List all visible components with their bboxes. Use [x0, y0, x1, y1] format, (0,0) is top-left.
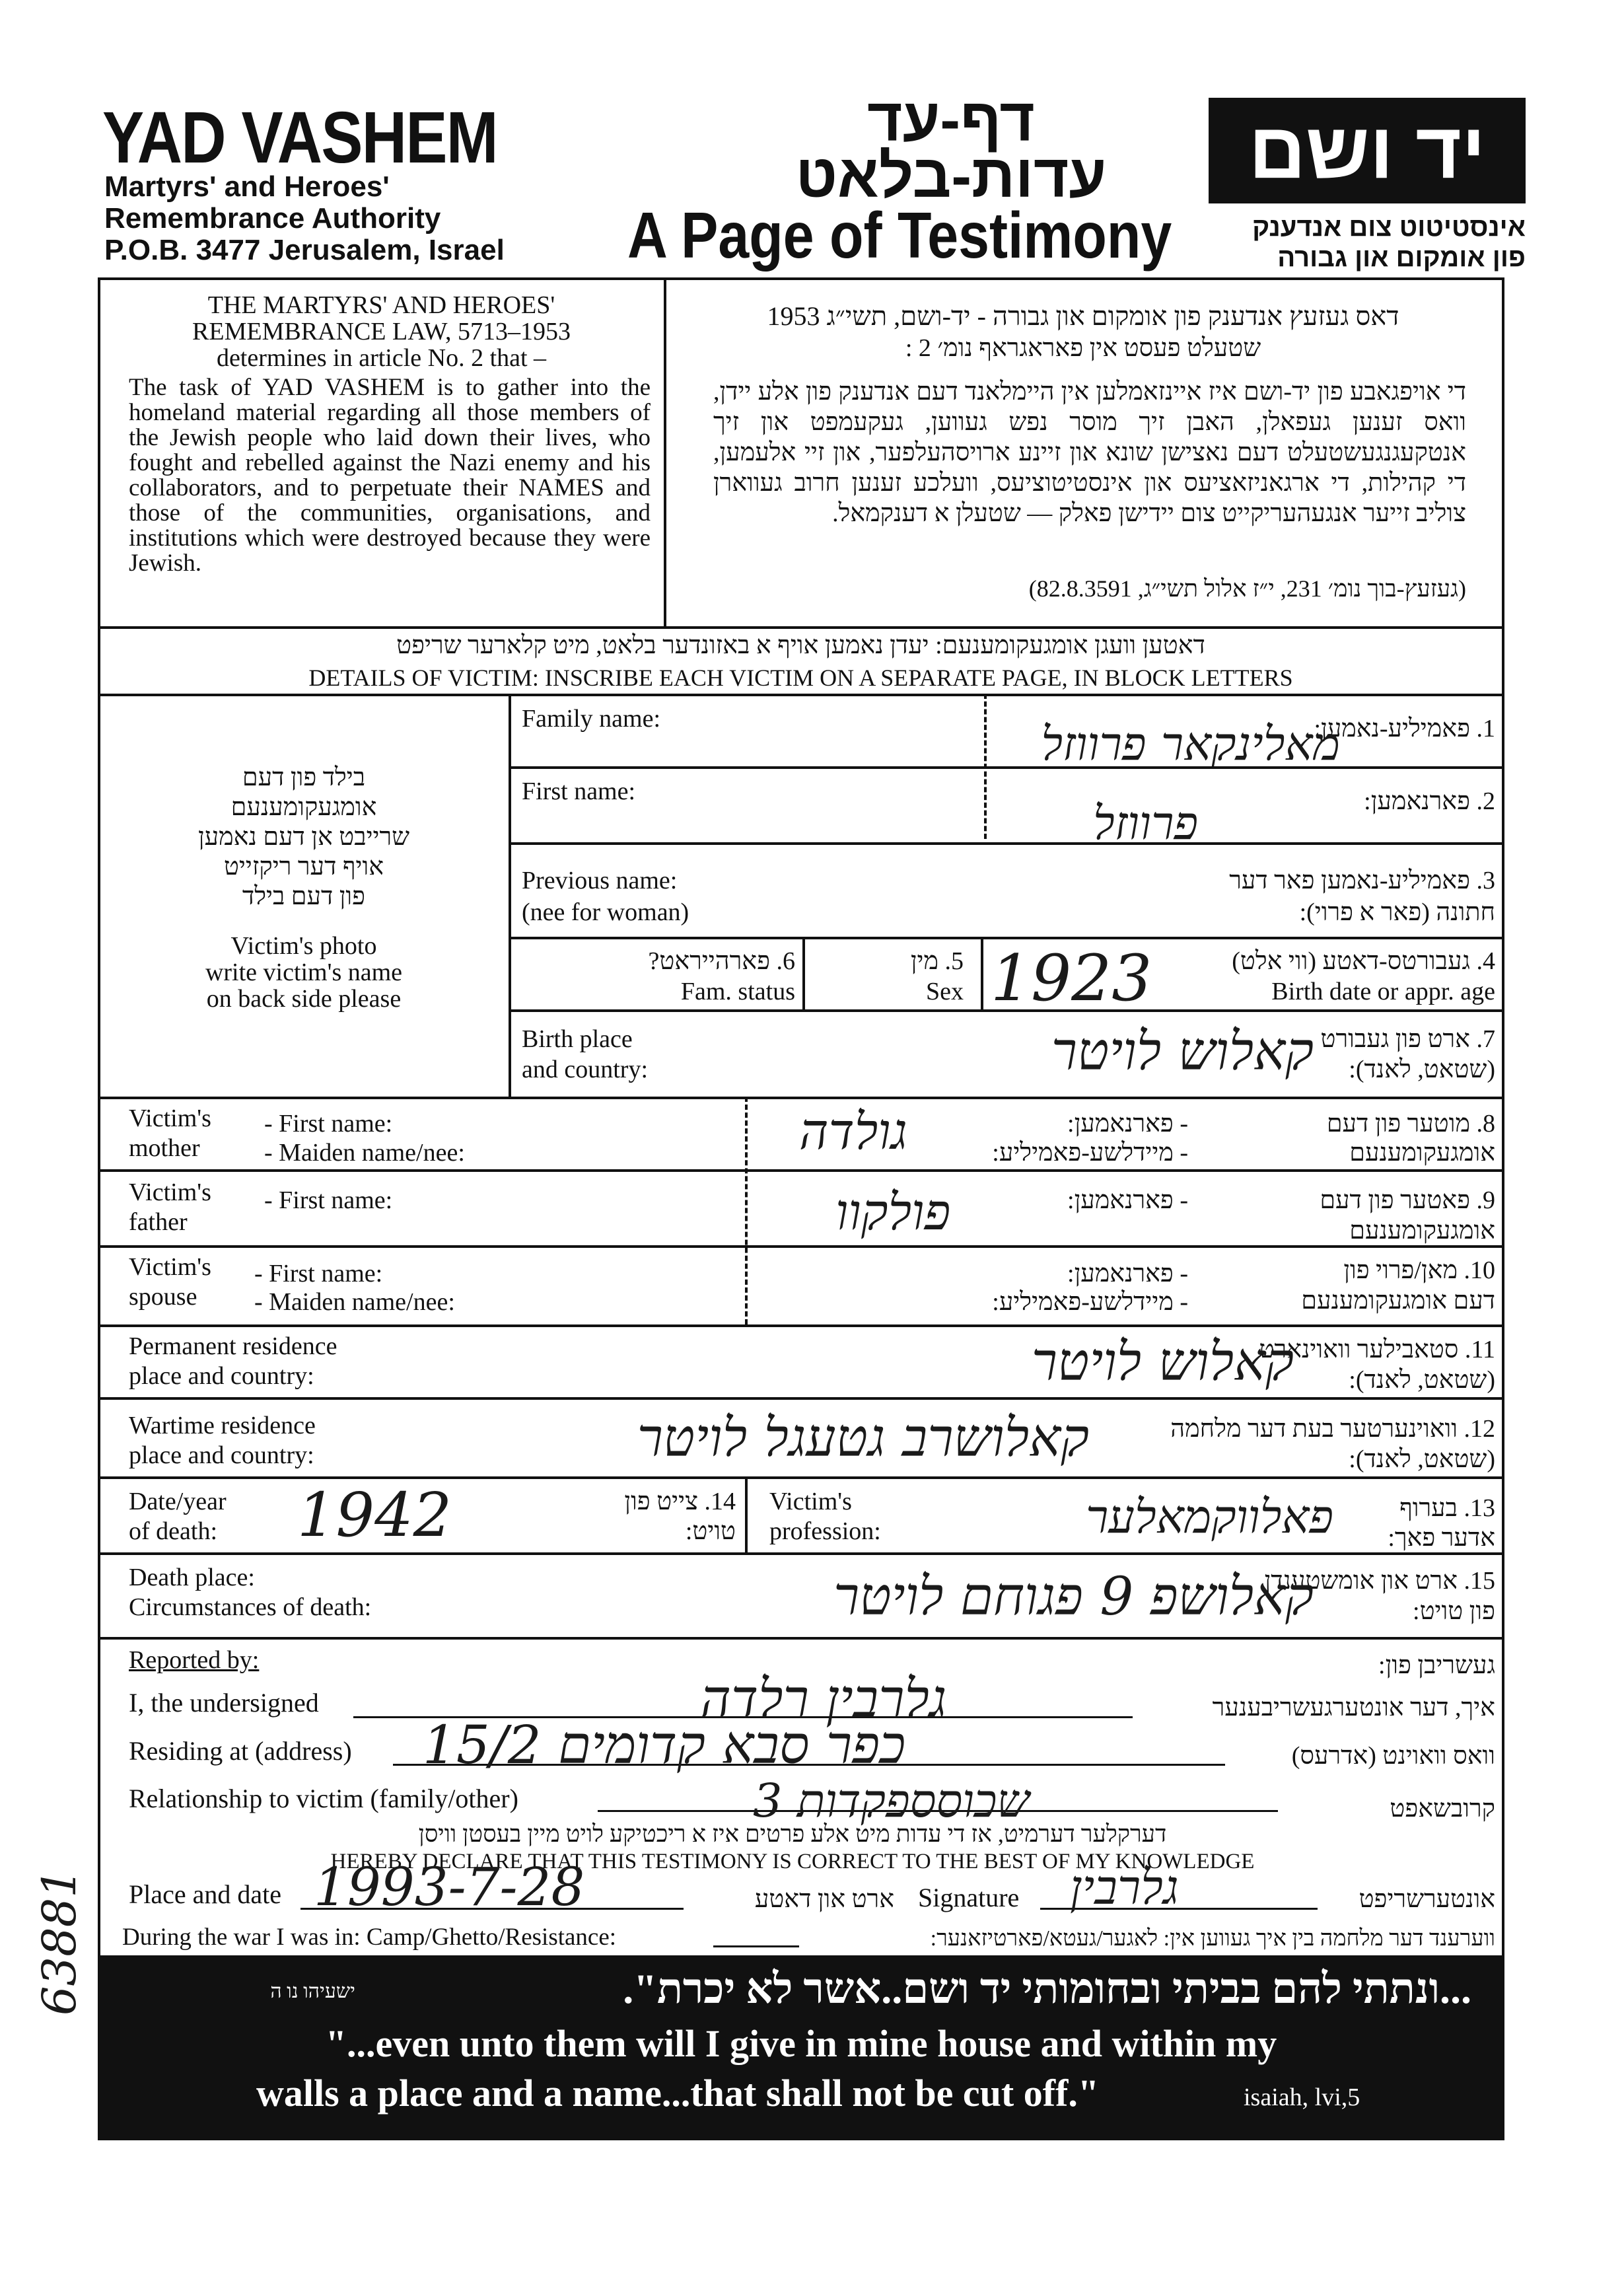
death-date-label-2: of death: [129, 1517, 218, 1545]
footer-hebrew-ref: ישעיהו נו ה [270, 1980, 355, 2002]
org-line-3: P.O.B. 3477 Jerusalem, Israel [104, 234, 505, 266]
spouse-yiddish-1: 10. מאן/פרוי פון [1343, 1256, 1495, 1284]
wartime-location-yiddish: ווערענד דער מלחמה בין איך געווען אין: לאגער/געטא/פארטיזאנער: [930, 1926, 1495, 1951]
yad-vashem-logo [1209, 98, 1526, 203]
wartime-location-label: During the war I was in: Camp/Ghetto/Resistance: [122, 1924, 617, 1951]
death-place-yiddish-1: 15. ארט און אומשטענדן [1264, 1567, 1495, 1595]
law-title-1: THE MARTYRS' AND HEROES' [207, 291, 555, 319]
father-first-label: - First name: [264, 1186, 393, 1214]
relationship-value[interactable]: שכוסספקדות 3 [753, 1774, 1030, 1828]
perm-residence-label-2: place and country: [129, 1362, 314, 1390]
law-title-2: REMEMBRANCE LAW, 5713–1953 [192, 318, 571, 345]
signature-label: Signature [918, 1883, 1020, 1912]
photo-english-1: Victim's photo [230, 932, 377, 960]
previous-name-label-1: Previous name: [522, 867, 678, 894]
father-label-2: father [129, 1208, 188, 1236]
wartime-residence-yiddish-2: (שטאט, לאנד): [1349, 1445, 1495, 1473]
birth-place-label-1: Birth place [522, 1025, 633, 1053]
birth-place-yiddish-2: (שטאט, לאנד): [1349, 1056, 1495, 1083]
perm-residence-yiddish-2: (שטאט, לאנד): [1349, 1366, 1495, 1394]
footer-english-line-1: "...even unto them will I give in mine house and within my [325, 2022, 1277, 2065]
declaration-yiddish: דערקלער דערמיט, אז די עדות מיט אלע פרטים איז א ריכטיקע לויט מיין בעסטן וויסן [418, 1821, 1167, 1847]
father-yiddish-1: 9. פאטער פון דעם [1320, 1186, 1495, 1214]
death-date-label-1: Date/year [129, 1488, 227, 1515]
family-name-label: Family name: [522, 705, 661, 733]
wartime-residence-value[interactable]: קאלושרב גטעגל לויטר [637, 1407, 1089, 1468]
birth-place-yiddish-1: 7. ארט פון געבורט [1320, 1025, 1495, 1053]
sex-yiddish: 5. מין [910, 947, 964, 975]
yiddish-subtitle-1: אינסטיטוט צום אנדענק [1252, 213, 1526, 242]
english-title: A Page of Testimony [627, 199, 1172, 272]
mother-first-label: - First name: [264, 1110, 393, 1138]
signature-yiddish: אונטערשריפט [1359, 1885, 1495, 1913]
footer-english-ref: isaiah, lvi,5 [1244, 2084, 1360, 2111]
undersigned-yiddish: איך, דער אונטערגעשריבענער [1212, 1694, 1495, 1721]
details-yiddish: דאטען וועגן אומגעקומענעם: יעדן נאמען אויף א באזונדער בלאט, מיט קלארער שריפט [396, 632, 1205, 659]
spouse-yiddish-first: - פארנאמען: [1067, 1260, 1188, 1287]
spouse-label-1: Victim's [129, 1253, 211, 1281]
yiddish-subtitle-2: פון אומקום און גבורה [1277, 243, 1526, 272]
yiddish-title-1: דף-עד [867, 87, 1035, 154]
profession-yiddish-2: אדער פאך: [1388, 1524, 1495, 1552]
org-line-1: Martyrs' and Heroes' [104, 170, 390, 203]
photo-yiddish-3: שרייבט אן דעם נאמען [197, 823, 410, 851]
mother-maiden-label: - Maiden name/nee: [264, 1139, 465, 1167]
org-line-2: Remembrance Authority [104, 202, 441, 235]
margin-archive-number: 63881 [32, 1868, 87, 2015]
first-name-label: First name: [522, 778, 636, 805]
fam-status-yiddish: 6. פארהייראט? [648, 947, 795, 975]
perm-residence-yiddish-1: 11. סטאבילער וואוינארט [1259, 1336, 1495, 1363]
address-value[interactable]: כפר סבא קדומים 15/2 [423, 1714, 906, 1776]
address-yiddish: וואס וואוינט (אדרעס) [1291, 1742, 1495, 1770]
death-place-yiddish-2: פון טויט: [1413, 1597, 1495, 1625]
profession-value[interactable]: פאלווקמאלער [1086, 1490, 1333, 1544]
spouse-first-label: - First name: [254, 1260, 383, 1287]
mother-yiddish-2: אומגעקומענעם [1349, 1139, 1495, 1167]
sex-label: Sex [926, 978, 964, 1005]
birth-place-value[interactable]: קאלוש לויטר [1051, 1021, 1314, 1082]
spouse-yiddish-maiden: - מיידלשע-פאמיליע: [992, 1288, 1188, 1316]
spouse-label-2: spouse [129, 1283, 197, 1311]
declaration-english: HEREBY DECLARE THAT THIS TESTIMONY IS CORRECT TO THE BEST OF MY KNOWLEDGE [330, 1850, 1255, 1873]
death-date-yiddish-2: טויט: [685, 1517, 736, 1545]
first-name-yiddish: 2. פארנאמען: [1364, 787, 1495, 815]
law-yiddish-ref: (געזעץ-בוך נומ׳ 231, י״ז אלול תשי״ג, 82.8.3591) [1028, 575, 1466, 602]
family-name-yiddish: 1. פאמיליע-נאמען: [1314, 715, 1495, 743]
place-date-value[interactable]: 1993-7-28 [314, 1856, 585, 1918]
law-yiddish-title-2: שטעלט פעסט אין פאראגראף נומ׳ 2 : [905, 334, 1261, 362]
reported-by-yiddish: געשריבן פון: [1378, 1651, 1495, 1679]
wartime-residence-label-1: Wartime residence [129, 1412, 316, 1439]
undersigned-value[interactable]: גלרבין רלדה [700, 1668, 947, 1729]
photo-yiddish-2: אומגעקומענעם [230, 793, 377, 821]
father-yiddish-2: אומגעקומענעם [1349, 1217, 1495, 1245]
photo-english-3: on back side please [206, 985, 402, 1013]
spouse-yiddish-2: דעם אומגעקומענעם [1301, 1287, 1495, 1315]
photo-yiddish-4: אויף דער ריקזייט [223, 853, 384, 881]
father-yiddish-first: - פארנאמען: [1067, 1186, 1188, 1214]
mother-label-1: Victim's [129, 1105, 211, 1132]
place-date-yiddish: ארט און דאטע [754, 1885, 894, 1913]
photo-yiddish-1: בילד פון דעם [242, 764, 366, 791]
mother-yiddish-first: - פארנאמען: [1067, 1110, 1188, 1138]
death-place-label-2: Circumstances of death: [129, 1593, 372, 1621]
mother-yiddish-1: 8. מוטער פון דעם [1326, 1110, 1495, 1138]
perm-residence-label-1: Permanent residence [129, 1332, 337, 1360]
yiddish-title-2: עדות-בלאט [795, 143, 1107, 210]
photo-yiddish-5: פון דעם בילד [242, 883, 366, 910]
death-place-label-1: Death place: [129, 1564, 255, 1591]
undersigned-label: I, the undersigned [129, 1688, 319, 1718]
mother-yiddish-maiden: - מיידלשע-פאמיליע: [992, 1139, 1188, 1167]
perm-residence-value[interactable]: קאלוש לויטר [1031, 1331, 1294, 1393]
logo-text: יד ושם [1248, 106, 1486, 195]
mother-label-2: mother [129, 1134, 200, 1162]
footer-banner [98, 1955, 1504, 2140]
birth-date-value[interactable]: 1923 [991, 941, 1152, 1015]
photo-english-2: write victim's name [205, 959, 403, 986]
wartime-residence-yiddish-1: 12. וואוינערטער בעת דער מלחמה [1170, 1415, 1495, 1443]
father-first-name-value[interactable]: פולקוו [835, 1182, 951, 1241]
birth-date-label: Birth date or appr. age [1271, 978, 1495, 1005]
father-label-1: Victim's [129, 1178, 211, 1206]
law-yiddish-body: די אויפגאבע פון יד-ושם איז איינזאמלען אין היימלאנד דעם אנדענק פון אלע יידן, וואס זענען געפאלן, האבן זיך מוסר נפש געווען, געקעמפט און זיך אנטקעגנגעשטעלט דעם נאצישן שונא און זיינע ארויסהעלפער, און זיי אלעמען, די קהילות, די ארגאניזאציעס און אינסטיטוציעס, וועלכע זענען חרוב געווארן צוליב זייער אנגעהעריקייט צום יידישן פאלק — שטעלן א דענקמאל. [713, 378, 1466, 527]
spouse-maiden-label: - Maiden name/nee: [254, 1288, 455, 1316]
details-english: DETAILS OF VICTIM: INSCRIBE EACH VICTIM ON A SEPARATE PAGE, IN BLOCK LETTERS [308, 665, 1293, 691]
footer-hebrew-quote: ...ונתתי להם בביתי ובחומותי יד ושם..אשר לא יכרת". [623, 1965, 1471, 2012]
birth-date-yiddish: 4. געבורטס-דאטע (ווי אלט) [1232, 947, 1495, 975]
death-place-value[interactable]: קאלושפ 9 פגוחם לויטר [833, 1566, 1314, 1627]
relationship-yiddish: קרובשאפט [1390, 1795, 1495, 1823]
profession-label-2: profession: [769, 1517, 881, 1545]
wartime-residence-label-2: place and country: [129, 1441, 314, 1469]
signature-value[interactable]: גלרבין [1070, 1860, 1179, 1915]
org-name: YAD VASHEM [102, 97, 497, 178]
reported-by-label: Reported by: [129, 1646, 260, 1674]
profession-label-1: Victim's [769, 1488, 852, 1515]
death-date-yiddish-1: 14. צייט פון [624, 1488, 736, 1515]
law-yiddish-title-1: דאס געזעץ אנדענק פון אומקום און גבורה - יד-ושם, תשי״ג 1953 [767, 301, 1399, 331]
previous-name-label-2: (nee for woman) [522, 898, 689, 926]
law-title-3: determines in article No. 2 that – [216, 344, 547, 372]
profession-yiddish-1: 13. בערוף [1399, 1494, 1495, 1522]
birth-place-label-2: and country: [522, 1056, 649, 1083]
law-body: The task of YAD VASHEM is to gather into the homeland material regarding all those members of the Jewish people who laid down their lives, who fought and rebelled against the Nazi enemy and his collaborators, and to perpetuate their NAMES and those of the communities, organisations, and institutions which were destroyed because they were Jewish. [129, 374, 651, 577]
footer-english-line-2: walls a place and a name...that shall not be cut off." [256, 2072, 1100, 2115]
family-name-value[interactable]: מאלינקאר פרווזל [1041, 717, 1340, 771]
address-label: Residing at (address) [129, 1736, 352, 1766]
place-date-label: Place and date [129, 1879, 281, 1909]
previous-name-yiddish-2: חתונה (פאר א פרוי): [1299, 898, 1495, 926]
mother-first-name-value[interactable]: גולדה [799, 1102, 907, 1161]
fam-status-label: Fam. status [680, 978, 795, 1005]
death-date-value[interactable]: 1942 [297, 1480, 452, 1550]
previous-name-yiddish-1: 3. פאמיליע-נאמען פאר דער [1229, 867, 1495, 894]
first-name-value[interactable]: פרווזל [1093, 796, 1199, 850]
relationship-label: Relationship to victim (family/other) [129, 1784, 518, 1813]
